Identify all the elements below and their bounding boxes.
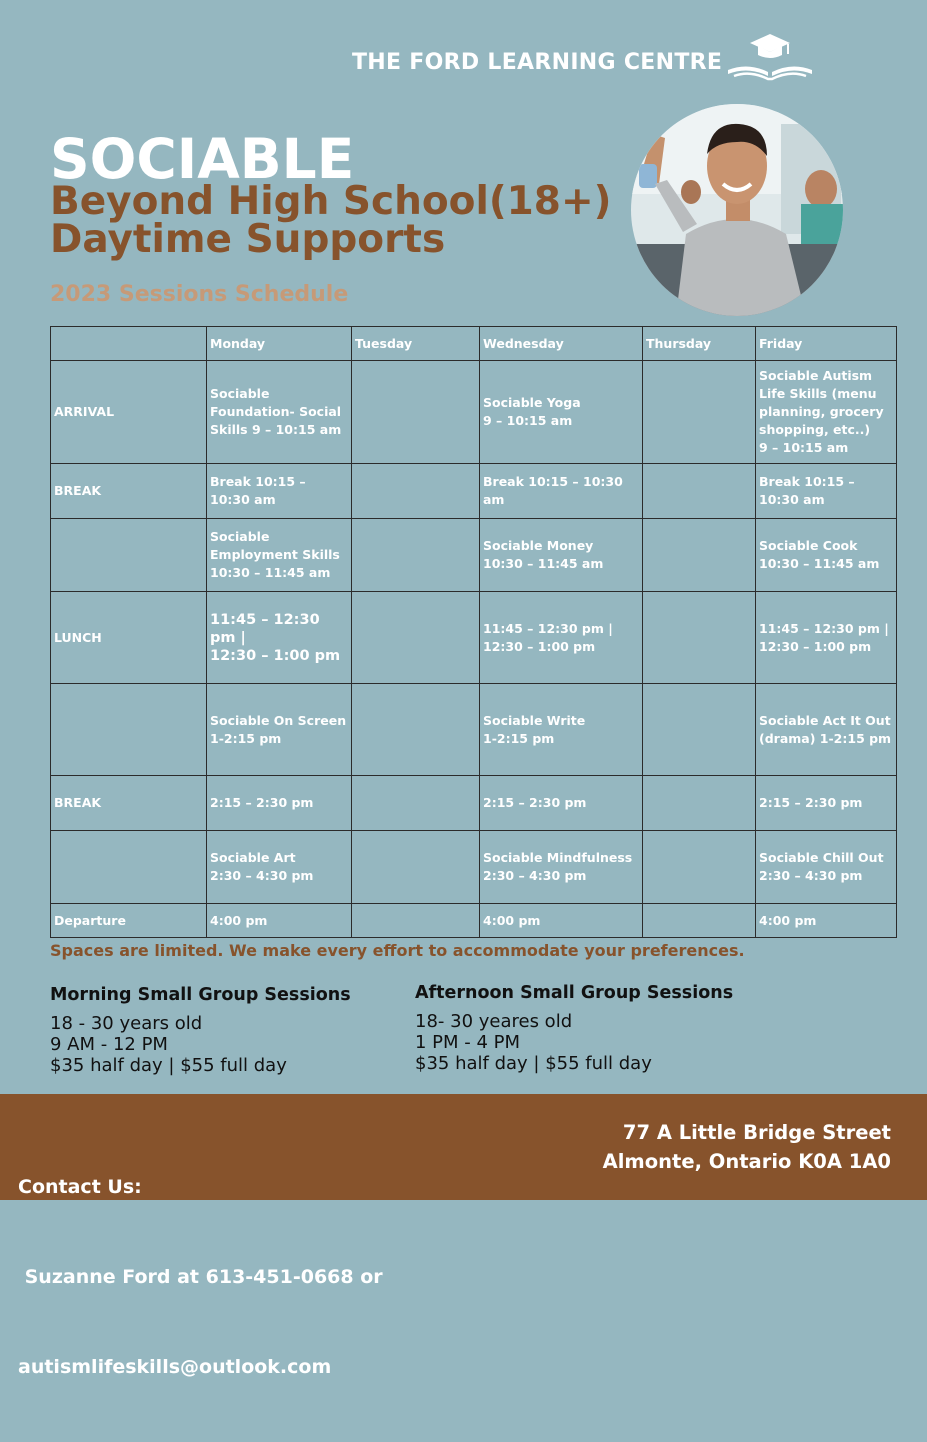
table-cell: Sociable Chill Out 2:30 – 4:30 pm [756, 831, 897, 904]
table-row [51, 464, 897, 519]
header-cell: Wednesday [480, 327, 643, 361]
table-cell [352, 776, 480, 831]
contact-email[interactable]: autismlifeskills@outlook.com [18, 1356, 332, 1378]
table-cell [352, 831, 480, 904]
header-cell: Tuesday [352, 327, 480, 361]
header-cell [51, 327, 207, 361]
table-cell: 4:00 pm [480, 904, 643, 938]
table-cell: Sociable Write 1-2:15 pm [480, 684, 643, 776]
table-cell: Sociable On Screen 1-2:15 pm [207, 684, 352, 776]
table-row [51, 904, 897, 938]
table-cell [643, 464, 756, 519]
table-cell: 2:15 – 2:30 pm [756, 776, 897, 831]
table-cell [643, 904, 756, 938]
header-cell: Friday [756, 327, 897, 361]
table-cell: Sociable Cook 10:30 – 11:45 am [756, 519, 897, 592]
contact-block [18, 1112, 383, 1442]
table-cell: 11:45 – 12:30 pm | 12:30 – 1:00 pm [756, 592, 897, 684]
title-line-3: Daytime Supports [50, 217, 446, 262]
contact-phone[interactable]: Suzanne Ford at 613-451-0668 or [18, 1266, 383, 1288]
row-label: ARRIVAL [51, 361, 207, 464]
afternoon-age: 18- 30 yeares old [415, 1011, 573, 1032]
row-label: BREAK [51, 776, 207, 831]
table-cell [643, 361, 756, 464]
availability-note: Spaces are limited. We make every effort to accommodate your preferences. [50, 941, 745, 960]
student-photo [631, 104, 843, 316]
table-cell: Sociable Money 10:30 – 11:45 am [480, 519, 643, 592]
table-cell [643, 776, 756, 831]
table-cell [643, 519, 756, 592]
table-cell: Break 10:15 – 10:30 am [207, 464, 352, 519]
title-sociable: SOCIABLE [50, 127, 355, 191]
table-cell: 2:15 – 2:30 pm [480, 776, 643, 831]
table-cell: Sociable Autism Life Skills (menu planning, grocery shopping, etc..) 9 – 10:15 am [756, 361, 897, 464]
table-cell: 4:00 pm [207, 904, 352, 938]
morning-heading: Morning Small Group Sessions [50, 985, 351, 1005]
table-cell: 4:00 pm [756, 904, 897, 938]
morning-age: 18 - 30 years old [50, 1013, 203, 1034]
contact-label: Contact Us: [18, 1176, 142, 1198]
schedule-subtitle: 2023 Sessions Schedule [50, 282, 349, 307]
table-cell: 11:45 – 12:30 pm | 12:30 – 1:00 pm [480, 592, 643, 684]
schedule-table [50, 326, 897, 938]
table-cell [643, 684, 756, 776]
table-row [51, 361, 897, 464]
row-label: Departure [51, 904, 207, 938]
table-cell: 2:15 – 2:30 pm [207, 776, 352, 831]
table-row [51, 684, 897, 776]
afternoon-heading: Afternoon Small Group Sessions [415, 983, 734, 1003]
table-header-row [51, 327, 897, 361]
table-cell: Sociable Yoga 9 – 10:15 am [480, 361, 643, 464]
address-line-1: 77 A Little Bridge Street [622, 1121, 891, 1144]
title-program [50, 179, 612, 262]
header-cell: Monday [207, 327, 352, 361]
table-row [51, 831, 897, 904]
table-cell: Sociable Art 2:30 – 4:30 pm [207, 831, 352, 904]
table-cell [352, 519, 480, 592]
table-cell [352, 464, 480, 519]
table-cell: Sociable Foundation- Social Skills 9 – 10:15 am [207, 361, 352, 464]
afternoon-sessions [415, 983, 733, 1074]
afternoon-price: $35 half day | $55 full day [415, 1053, 652, 1074]
title-line-2: Beyond High School(18+) [50, 179, 612, 224]
row-label [51, 831, 207, 904]
row-label: BREAK [51, 464, 207, 519]
address-line-2: Almonte, Ontario K0A 1A0 [602, 1150, 891, 1173]
table-cell: 11:45 – 12:30 pm | 12:30 – 1:00 pm [207, 592, 352, 684]
table-cell [352, 684, 480, 776]
afternoon-time: 1 PM - 4 PM [415, 1032, 521, 1053]
morning-sessions [50, 985, 351, 1076]
table-cell [643, 831, 756, 904]
footer [0, 1094, 927, 1378]
table-cell: Break 10:15 – 10:30 am [480, 464, 643, 519]
address-block [603, 1118, 891, 1176]
morning-price: $35 half day | $55 full day [50, 1055, 287, 1076]
table-cell: Break 10:15 – 10:30 am [756, 464, 897, 519]
table-cell [352, 592, 480, 684]
table-cell [643, 592, 756, 684]
table-row [51, 592, 897, 684]
table-cell: Sociable Act It Out (drama) 1-2:15 pm [756, 684, 897, 776]
table-cell: Sociable Mindfulness 2:30 – 4:30 pm [480, 831, 643, 904]
row-label [51, 684, 207, 776]
table-cell: Sociable Employment Skills 10:30 – 11:45 am [207, 519, 352, 592]
brand-name: THE FORD LEARNING CENTRE [352, 50, 723, 75]
table-cell [352, 361, 480, 464]
table-cell [352, 904, 480, 938]
row-label: LUNCH [51, 592, 207, 684]
morning-time: 9 AM - 12 PM [50, 1034, 168, 1055]
graduation-book-icon [724, 32, 816, 82]
table-row [51, 519, 897, 592]
row-label [51, 519, 207, 592]
table-row [51, 776, 897, 831]
header-cell: Thursday [643, 327, 756, 361]
